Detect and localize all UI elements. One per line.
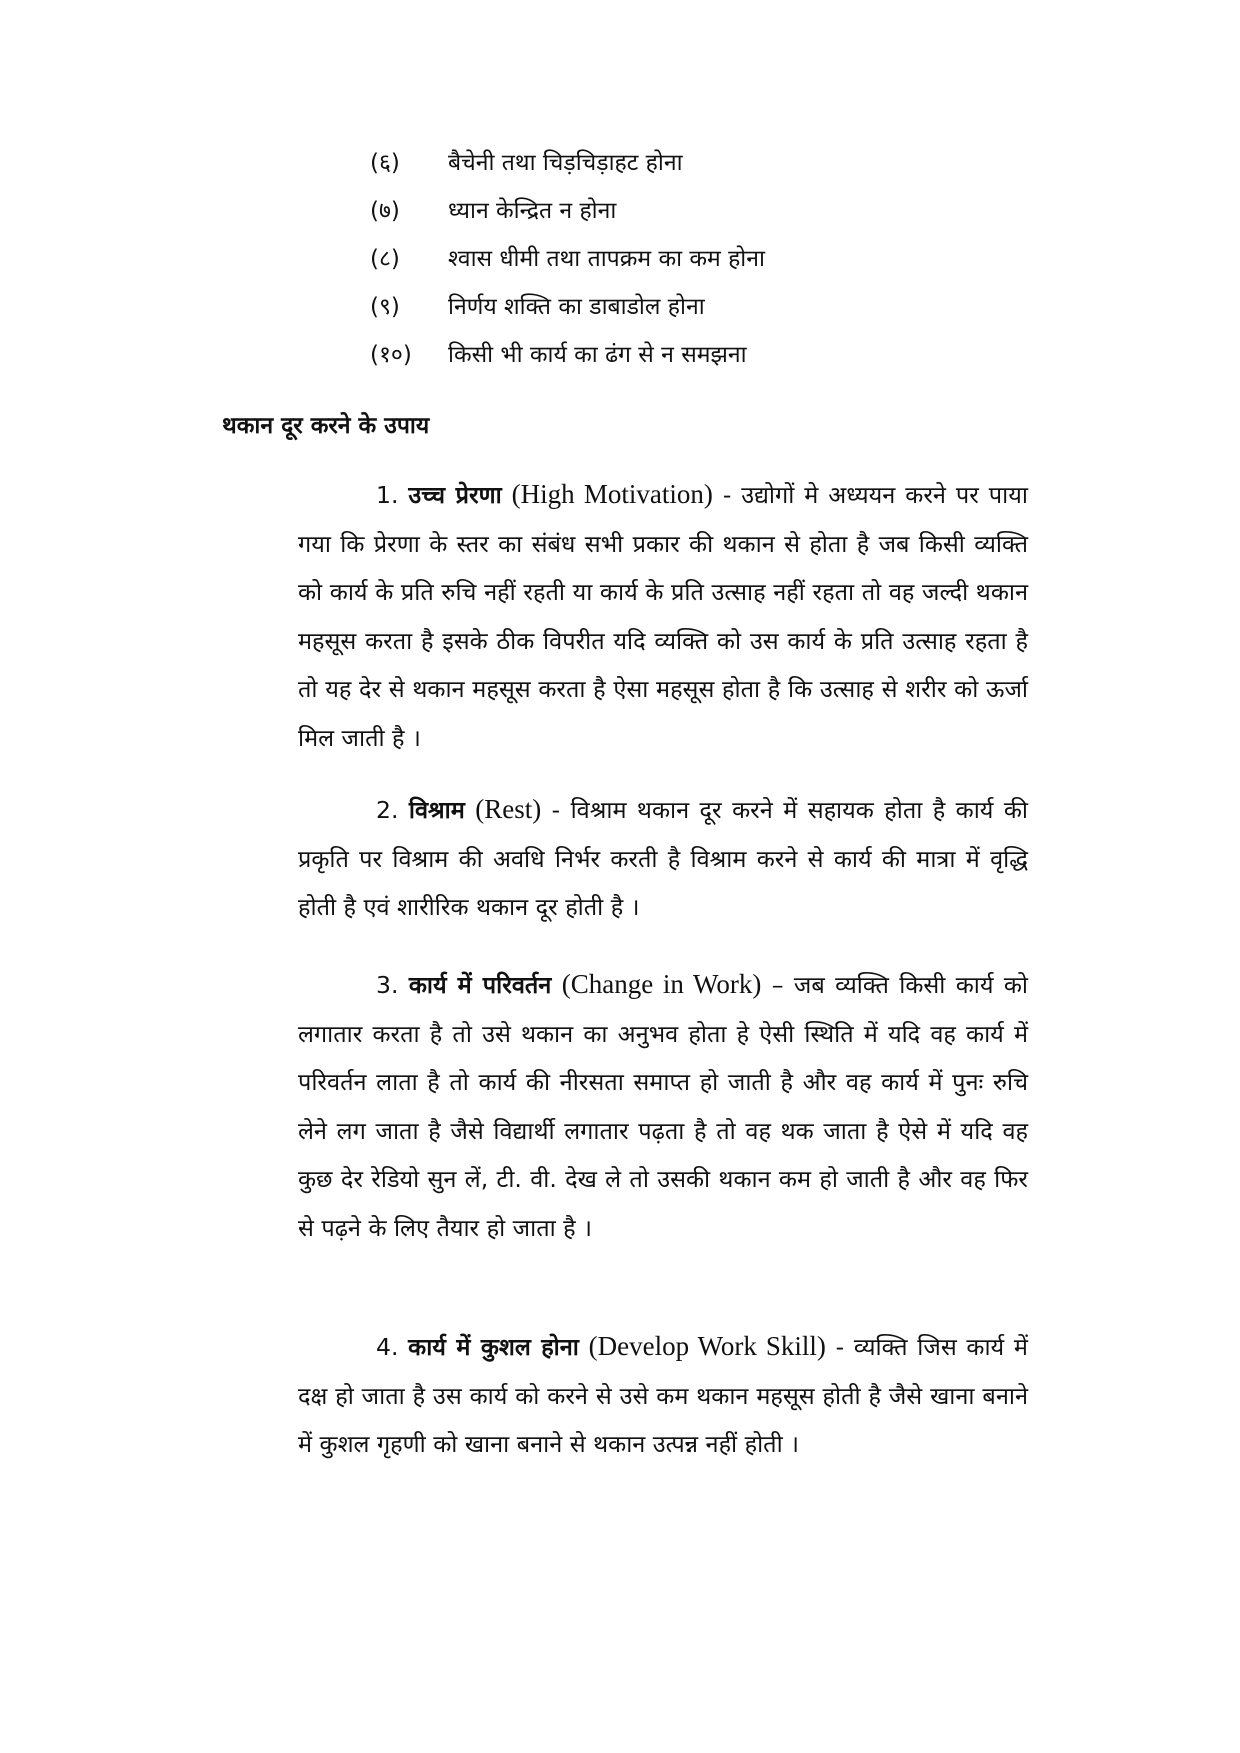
- list-item-text: ध्यान केन्द्रित न होना: [448, 198, 617, 224]
- remedy-paragraph-develop-work-skill: [298, 1322, 1028, 1469]
- list-item-number: (८): [370, 246, 400, 272]
- list-item-number: (९): [370, 294, 400, 320]
- paragraph-body: – जब व्यक्ति किसी कार्य को लगातार करता है तो उसे थकान का अनुभव होता हे ऐसी स्थिति में यदि वह कार्य में परिवर्तन लाता है तो कार्य की नीरसता समाप्त हो जाती है और वह कार्य में पुनः रुचि लेने लग जाता है जैसे विद्यार्थी लगातार पढ़ता है तो वह थक जाता है ऐसे में यदि वह कुछ देर रेडियो सुन लें, टी. वी. देख ले तो उसकी थकान कम हो जाती है और वह फिर से पढ़ने के लिए तैयार हो जाता है ।: [298, 971, 1028, 1242]
- list-item-number: (६): [370, 150, 400, 176]
- paragraph-number: 1.: [376, 481, 399, 509]
- list-item-text: बैचेनी तथा चिड़चिड़ाहट होना: [448, 150, 683, 176]
- list-item-text: श्वास धीमी तथा तापक्रम का कम होना: [448, 246, 765, 272]
- list-item-text: निर्णय शक्ति का डाबाडोल होना: [448, 294, 705, 320]
- paragraph-term: कार्य में कुशल होना: [408, 1333, 579, 1361]
- list-item-text: किसी भी कार्य का ढंग से न समझना: [448, 342, 747, 368]
- remedy-paragraph-change-in-work: [298, 960, 1028, 1252]
- remedy-paragraph-rest: [298, 785, 1028, 932]
- section-heading: थकान दूर करने के उपाय: [222, 413, 430, 439]
- paragraph-english-term: (High Motivation): [511, 479, 713, 509]
- symptom-list: [370, 145, 1070, 385]
- paragraph-number: 2.: [376, 796, 399, 824]
- remedy-paragraph-high-motivation: [298, 470, 1028, 762]
- paragraph-body: - उद्योगों मे अध्ययन करने पर पाया गया कि प्रेरणा के स्तर का संबंध सभी प्रकार की थकान से होता है जब किसी व्यक्ति को कार्य के प्रति रुचि नहीं रहती या कार्य के प्रति उत्साह नहीं रहता तो वह जल्दी थकान महसूस करता है इसके ठीक विपरीत यदि व्यक्ति को उस कार्य के प्रति उत्साह रहता है तो यह देर से थकान महसूस करता है ऐसा महसूस होता है कि उत्साह से शरीर को ऊर्जा मिल जाती है ।: [298, 481, 1028, 752]
- list-item-number: (७): [370, 198, 400, 224]
- paragraph-body: - विश्राम थकान दूर करने में सहायक होता है कार्य की प्रकृति पर विश्राम की अवधि निर्भर करती है विश्राम करने से कार्य की मात्रा में वृद्धि होती है एवं शारीरिक थकान दूर होती है ।: [298, 796, 1028, 921]
- paragraph-term: कार्य में परिवर्तन: [408, 971, 552, 999]
- paragraph-body: - व्यक्ति जिस कार्य में दक्ष हो जाता है उस कार्य को करने से उसे कम थकान महसूस होती है जैसे खाना बनाने में कुशल गृहणी को खाना बनाने से थकान उत्पन्न नहीं होती ।: [298, 1333, 1028, 1458]
- paragraph-number: 4.: [376, 1333, 399, 1361]
- paragraph-english-term: (Change in Work): [561, 969, 762, 999]
- list-item: [370, 145, 1070, 193]
- list-item: [370, 289, 1070, 337]
- paragraph-term: उच्च प्रेरणा: [408, 481, 502, 509]
- list-item: [370, 337, 1070, 385]
- list-item: [370, 241, 1070, 289]
- list-item: [370, 193, 1070, 241]
- paragraph-english-term: (Develop Work Skill): [588, 1331, 826, 1361]
- paragraph-number: 3.: [376, 971, 399, 999]
- list-item-number: (१०): [370, 342, 412, 368]
- paragraph-term: विश्राम: [408, 796, 465, 824]
- paragraph-english-term: (Rest): [475, 794, 542, 824]
